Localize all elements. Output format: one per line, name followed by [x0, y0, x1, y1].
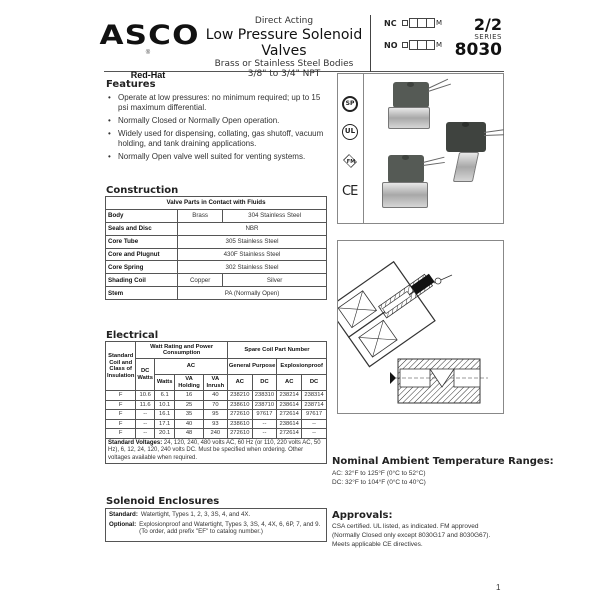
title-block	[200, 16, 368, 79]
nc-symbol: NC M	[384, 18, 443, 28]
standard-voltages-note: Standard Voltages: 24, 120, 240, 480 volts AC, 60 Hz (or 110, 220 volts AC, 50 Hz), 6, 12, 24, 120, 240 volts DC. Must be specified when ordering. Other voltages available when required.	[106, 438, 327, 464]
construction-table	[105, 196, 327, 300]
cross-section-diagram	[337, 240, 504, 414]
table-row: F 11.6 10.1 25 70 238610 238710 238614 238714	[106, 400, 327, 410]
enclosure-standard: Standard: Watertight, Types 1, 2, 3, 3S, 4, and 4X.	[109, 511, 251, 518]
title-line-2: 3/8" to 3/4" NPT	[247, 69, 321, 79]
fm-icon: FM	[346, 159, 356, 165]
no-symbol: NO M	[384, 40, 443, 50]
port-ratio: 2/2	[473, 15, 502, 34]
asco-logo: ASCO® Red-Hat	[99, 20, 200, 80]
electrical-table: Standard Coil and Class of Insulation Watt Rating and Power Consumption Spare Coil Part Number DC Watts AC General Purpose Explosionproof Watts VA Holding VA Inrush AC DC AC DC F 10.6 6.1 16 40 238210 238310 238214 238314 F 11.6 10.1 25 70 238610 238710 238614 238714 F -- 16.1 35 95 272610 97617 272614 97617 F -- 17.1 40 93 238610 -- 238614 -- F -- 20.1 48 240 272610 -- 272614 -- Standard Voltages: 24, 120, 240, 480 volts AC, 60 Hz (or 110, 220 volts AC, 50 Hz), 6, 12, 24, 120, 240 volts DC. Must be specified when ordering. Other voltages available when required.	[105, 341, 327, 464]
features-list	[108, 93, 330, 165]
product-photo-box	[337, 73, 504, 224]
table-row: F -- 16.1 35 95 272610 97617 272614 97617	[106, 410, 327, 420]
temperature-ranges	[332, 469, 512, 487]
temp-ac: AC: 32°F to 125°F (0°C to 52°C)	[332, 470, 426, 477]
approvals-heading: Approvals:	[332, 510, 393, 521]
valve-body	[382, 182, 428, 208]
table-row: Seals and Disc NBR	[106, 222, 327, 235]
table-row: F -- 17.1 40 93 238610 -- 238614 --	[106, 419, 327, 429]
header-divider	[370, 15, 371, 72]
valve-body	[453, 152, 479, 182]
series-number: 8030	[454, 40, 502, 60]
valve-schematic-icon	[402, 18, 435, 28]
valve-schematic-icon	[402, 40, 435, 50]
valve-photos	[338, 74, 503, 223]
brand-name: ASCO	[99, 20, 200, 51]
temp-dc: DC: 32°F to 104°F (0°C to 40°C)	[332, 479, 426, 486]
table-row: Shading Coil Copper Silver	[106, 274, 327, 287]
valve-body	[388, 107, 430, 129]
page-header	[99, 12, 504, 80]
csa-icon: SP	[342, 96, 358, 112]
feature-item: • Widely used for dispensing, collating, gas shutoff, vacuum holding, and tank draining applications.	[108, 129, 330, 149]
construction-heading: Construction	[106, 185, 179, 196]
valve-cutaway-icon	[338, 241, 505, 415]
feature-item: • Operate at low pressures: no minimum required; up to 15 psi maximum differential.	[108, 93, 330, 113]
table-row: F 10.6 6.1 16 40 238210 238310 238214 238314	[106, 391, 327, 401]
enclosure-optional: Optional: Explosionproof and Watertight, Types 3, 3S, 4, 4X, 6, 6P, 7, and 9. (To order, add prefix "EF" to catalog number.)	[109, 520, 321, 535]
table-row: F -- 20.1 48 240 272610 -- 272614 --	[106, 429, 327, 439]
enclosures-box	[105, 508, 327, 542]
brand-subline: Red-Hat	[130, 70, 166, 80]
features-heading: Features	[106, 79, 156, 90]
table-row: Stem PA (Normally Open)	[106, 287, 327, 300]
title-line-1: Brass or Stainless Steel Bodies	[214, 59, 354, 69]
table-row: Core Tube 305 Stainless Steel	[106, 235, 327, 248]
ul-icon: UL	[342, 124, 358, 140]
ce-icon: CE	[342, 184, 358, 199]
series-block	[455, 16, 502, 59]
approvals-text: CSA certified. UL listed, as indicated. FM approved (Normally Closed only except 8030G17 and 8030G67). Meets applicable CE directives.	[332, 523, 491, 548]
page-title: Low Pressure Solenoid Valves	[205, 27, 363, 59]
feature-item: • Normally Open valve well suited for venting systems.	[108, 152, 330, 162]
page-number: 1	[496, 583, 501, 592]
table-row: Body Brass 304 Stainless Steel	[106, 209, 327, 222]
feature-item: • Normally Closed or Normally Open operation.	[108, 116, 330, 126]
electrical-heading: Electrical	[106, 330, 159, 341]
table-title: Valve Parts in Contact with Fluids	[106, 197, 327, 210]
table-row: Core and Plugnut 430F Stainless Steel	[106, 248, 327, 261]
enclosures-heading: Solenoid Enclosures	[106, 496, 220, 507]
series-label: SERIES	[474, 33, 502, 41]
table-row: Core Spring 302 Stainless Steel	[106, 261, 327, 274]
temperature-heading: Nominal Ambient Temperature Ranges:	[332, 456, 554, 467]
subtitle: Direct Acting	[254, 16, 314, 26]
